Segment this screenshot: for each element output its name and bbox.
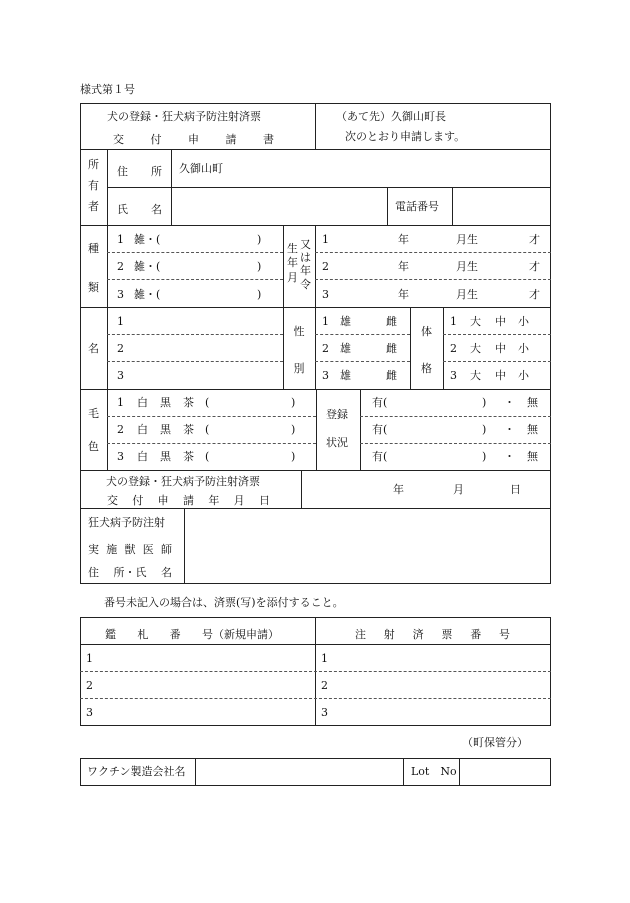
age: 才: [529, 233, 540, 246]
size-row-number: 1: [450, 315, 457, 328]
breed-row-text[interactable]: 雑・(: [134, 233, 161, 246]
size-large-option[interactable]: 大: [470, 369, 481, 382]
registration-no-option[interactable]: 無: [527, 396, 538, 409]
tag-number-header: [105, 626, 279, 642]
label-char: 年: [300, 264, 311, 278]
coat-black-option[interactable]: 黒: [160, 423, 171, 436]
name-label: [117, 201, 162, 217]
owner-section-label: [80, 156, 107, 215]
title-char: 交: [113, 133, 124, 146]
title-char: 請: [225, 133, 237, 146]
label-char: 施: [106, 543, 118, 556]
breed-row-number: 3: [117, 288, 124, 301]
coat-black-option[interactable]: 黒: [160, 396, 171, 409]
registration-separator: ・: [504, 450, 515, 463]
birth-row-number: 2: [322, 260, 329, 273]
header-char: 番: [470, 628, 482, 641]
vet-label-line2: [88, 541, 172, 557]
label-char: 日: [258, 494, 270, 507]
age: 才: [529, 260, 540, 273]
label-char: 住: [88, 566, 99, 579]
label-char: 氏: [117, 203, 128, 216]
label-char: 又: [300, 238, 311, 251]
coat-close-paren: ): [291, 396, 296, 409]
size-large-option[interactable]: 大: [470, 315, 481, 328]
address-field[interactable]: 久御山町: [179, 162, 223, 175]
header-char: 票: [441, 628, 453, 641]
header-char: 札: [137, 628, 149, 641]
coat-open-paren: (: [205, 450, 210, 463]
label-char: 有: [88, 179, 99, 193]
size-label: [410, 323, 443, 377]
registration-close-paren: ): [482, 396, 487, 409]
title-char: 書: [263, 133, 274, 146]
coat-section-label: [80, 405, 107, 455]
injection-tag-number-header: [355, 626, 510, 642]
label-char: 師: [161, 543, 172, 556]
size-medium-option[interactable]: 中: [495, 369, 506, 382]
header-char: 番: [169, 628, 181, 641]
phone-label: 電話番号: [395, 200, 439, 213]
header-char: 注: [355, 628, 366, 641]
coat-white-option[interactable]: 白: [137, 450, 148, 463]
title-char: 申: [188, 133, 199, 146]
registration-separator: ・: [504, 396, 515, 409]
label-char: 申: [157, 494, 169, 507]
dog-name-row[interactable]: 1: [117, 315, 124, 328]
injection-number-row[interactable]: 3: [321, 706, 328, 719]
size-large-option[interactable]: 大: [470, 342, 481, 355]
registration-label-line2: 状況: [326, 436, 348, 449]
header-char: 済: [412, 628, 424, 641]
phone-field[interactable]: [453, 188, 550, 225]
registration-yes-option[interactable]: 有(: [372, 423, 388, 436]
issue-date-label-line1: 犬の登録・狂犬病予防注射済票: [106, 475, 260, 488]
dog-name-row[interactable]: 2: [117, 342, 124, 355]
registration-close-paren: ): [482, 450, 487, 463]
coat-white-option[interactable]: 白: [137, 396, 148, 409]
label-char: 者: [88, 200, 99, 214]
birth-year: 年: [398, 288, 409, 301]
birth-row-number: 1: [322, 233, 329, 246]
coat-open-paren: (: [205, 423, 210, 436]
vet-label-line3: [88, 564, 172, 580]
sex-female-option[interactable]: 雌: [386, 342, 397, 355]
address-label: [117, 163, 162, 179]
sex-label: [283, 323, 315, 377]
size-small-option[interactable]: 小: [518, 342, 529, 355]
label-char: 所: [151, 165, 162, 178]
label-char: 別: [293, 362, 305, 376]
label-char: 格: [421, 362, 432, 376]
breed-row-close: ): [257, 288, 262, 301]
sex-row-number: 2: [322, 342, 329, 355]
sex-row-number: 3: [322, 369, 329, 382]
label-char: 色: [88, 440, 99, 454]
size-small-option[interactable]: 小: [518, 369, 529, 382]
form-number: 様式第１号: [80, 83, 135, 96]
label-char: 令: [300, 277, 311, 291]
label-char: 所・氏: [113, 566, 147, 579]
birth-month: 月生: [456, 233, 478, 246]
birth-label-col1: [286, 242, 299, 285]
breed-row-number: 2: [117, 260, 124, 273]
registration-no-option[interactable]: 無: [527, 450, 538, 463]
coat-brown-option[interactable]: 茶: [183, 396, 194, 409]
coat-white-option[interactable]: 白: [137, 423, 148, 436]
breed-row-text[interactable]: 雑・(: [134, 288, 161, 301]
issue-day[interactable]: 日: [510, 483, 521, 496]
header-char: 鑑: [105, 628, 116, 641]
vet-label-line1: 狂犬病予防注射: [88, 516, 165, 529]
sex-row-number: 1: [322, 315, 329, 328]
birth-month: 月生: [456, 260, 478, 273]
tag-number-row[interactable]: 1: [86, 652, 93, 665]
injection-number-row[interactable]: 1: [321, 652, 328, 665]
registration-yes-option[interactable]: 有(: [372, 450, 388, 463]
coat-close-paren: ): [291, 423, 296, 436]
label-char: 医: [142, 543, 154, 556]
registration-separator: ・: [504, 423, 515, 436]
title-char: 付: [150, 133, 162, 146]
label-char: 住: [117, 165, 128, 178]
dog-name-row[interactable]: 3: [117, 369, 124, 382]
form-title-line2: [113, 131, 274, 147]
birth-year: 年: [398, 260, 409, 273]
label-char: 類: [88, 281, 99, 295]
label-char: 月: [287, 270, 298, 284]
size-medium-option[interactable]: 中: [495, 342, 506, 355]
birth-year: 年: [398, 233, 409, 246]
owner-name-field[interactable]: [172, 188, 386, 225]
vet-info-field[interactable]: [185, 509, 550, 583]
addressee: （あて先）久御山町長: [336, 110, 446, 123]
vaccine-maker-label: ワクチン製造会社名: [87, 765, 186, 778]
label-char: 性: [293, 325, 305, 338]
label-char: 毛: [88, 407, 99, 420]
label-char: 請: [182, 494, 194, 507]
coat-row-number: 3: [117, 450, 124, 463]
coat-brown-option[interactable]: 茶: [183, 450, 194, 463]
label-char: 種: [88, 242, 99, 255]
coat-open-paren: (: [205, 396, 210, 409]
coat-brown-option[interactable]: 茶: [183, 423, 194, 436]
registration-label-line1: 登録: [326, 408, 348, 421]
size-medium-option[interactable]: 中: [495, 315, 506, 328]
registration-yes-option[interactable]: 有(: [372, 396, 388, 409]
header-char: 射: [383, 628, 395, 641]
label-char: 年: [287, 256, 298, 270]
coat-black-option[interactable]: 黒: [160, 450, 171, 463]
coat-row-number: 1: [117, 396, 124, 409]
size-row-number: 3: [450, 369, 457, 382]
label-char: 年: [208, 494, 220, 507]
issue-month[interactable]: 月: [453, 483, 464, 496]
size-small-option[interactable]: 小: [518, 315, 529, 328]
vaccine-maker-field[interactable]: [196, 759, 402, 785]
sex-male-option[interactable]: 雄: [340, 342, 351, 355]
label-char: 実: [88, 543, 99, 556]
birth-row-number: 3: [322, 288, 329, 301]
attachment-note: 番号未記入の場合は、済票(写)を添付すること。: [104, 596, 344, 609]
injection-number-row[interactable]: 2: [321, 679, 328, 692]
label-char: 付: [132, 494, 144, 507]
issue-year[interactable]: 年: [393, 483, 404, 496]
label-char: 月: [233, 494, 245, 507]
sex-female-option[interactable]: 雌: [386, 369, 397, 382]
label-char: は: [300, 251, 311, 265]
breed-row-close: ): [257, 233, 262, 246]
size-row-number: 2: [450, 342, 457, 355]
age: 才: [529, 288, 540, 301]
label-char: 名: [161, 566, 172, 579]
lot-number-label: Lot No: [411, 765, 457, 778]
sex-male-option[interactable]: 雄: [340, 369, 351, 382]
registration-no-option[interactable]: 無: [527, 423, 538, 436]
breed-row-number: 1: [117, 233, 124, 246]
label-char: 獣: [124, 543, 136, 556]
issue-date-label-line2: [107, 492, 270, 508]
birth-label-col2: [299, 238, 312, 291]
sex-female-option[interactable]: 雌: [386, 315, 397, 328]
label-char: 名: [151, 203, 162, 216]
lot-number-field[interactable]: [460, 759, 550, 785]
label-char: 交: [107, 494, 118, 507]
form-title-line1: 犬の登録・狂犬病予防注射済票: [107, 110, 261, 123]
header-char: 号: [498, 628, 510, 641]
sex-male-option[interactable]: 雄: [340, 315, 351, 328]
tag-number-row[interactable]: 2: [86, 679, 93, 692]
coat-row-number: 2: [117, 423, 124, 436]
birth-month: 月生: [456, 288, 478, 301]
breed-row-close: ): [257, 260, 262, 273]
label-char: 生: [287, 242, 298, 255]
request-text: 次のとおり申請します。: [345, 130, 466, 143]
breed-section-label: [80, 240, 107, 296]
header-char: 号（新規申請）: [201, 628, 279, 641]
label-char: 体: [421, 325, 432, 338]
registration-close-paren: ): [482, 423, 487, 436]
coat-close-paren: ): [291, 450, 296, 463]
office-use-label: （町保管分）: [462, 736, 528, 749]
breed-row-text[interactable]: 雑・(: [134, 260, 161, 273]
label-char: 所: [88, 158, 99, 171]
dog-name-section-label: 名: [88, 342, 99, 355]
tag-number-row[interactable]: 3: [86, 706, 93, 719]
